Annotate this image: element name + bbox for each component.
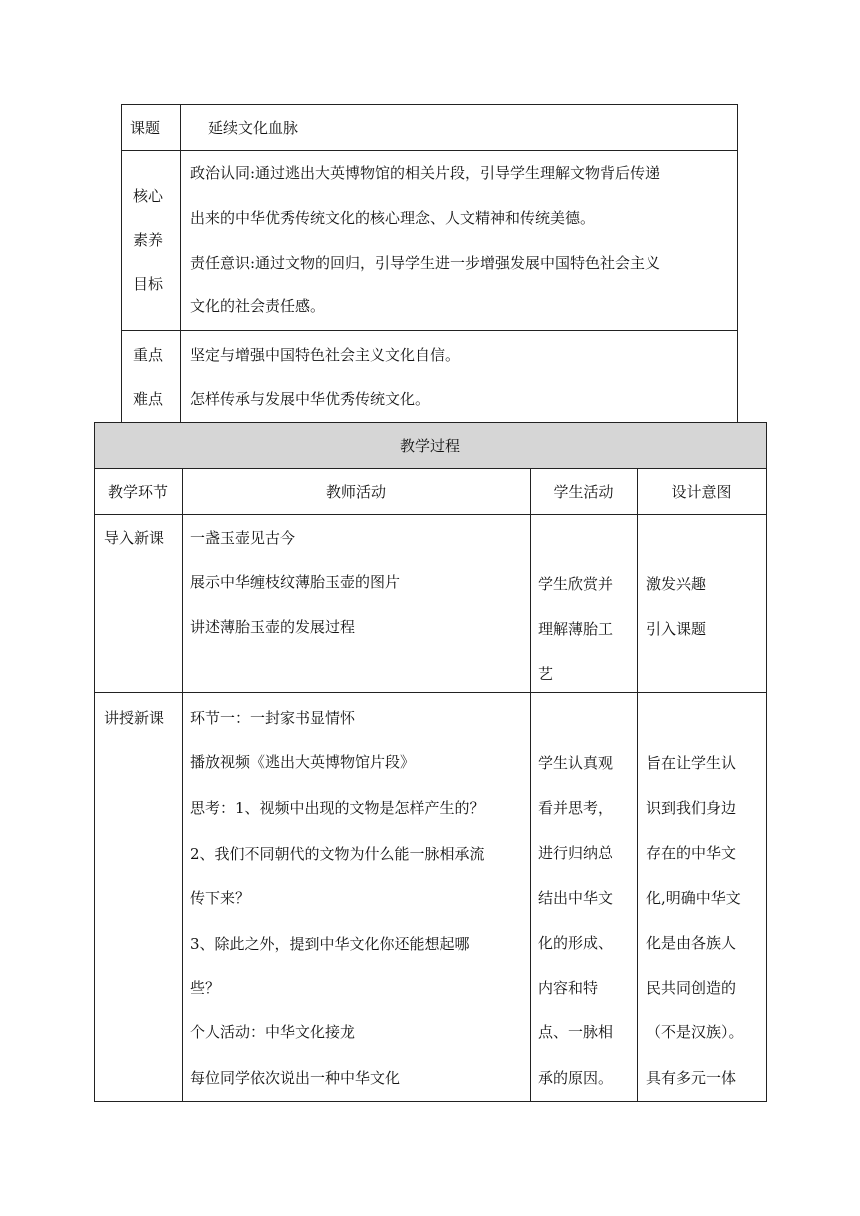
intent-line: 民共同创造的 <box>646 979 737 997</box>
teacher-line: 3、除此之外，提到中华文化你还能想起哪 <box>190 935 470 953</box>
student-line: 学生欣赏并 <box>538 575 614 593</box>
intent-line: 化,明确中华文 <box>646 889 741 907</box>
key-label-1: 重点 <box>133 346 164 364</box>
column-header-student: 学生活动 <box>553 483 614 501</box>
stage-cell: 导入新课 <box>104 529 165 547</box>
teacher-line: 2、我们不同朝代的文物为什么能一脉相承流 <box>190 845 485 863</box>
teacher-line: 播放视频《逃出大英博物馆片段》 <box>190 753 416 771</box>
key-line: 坚定与增强中国特色社会主义文化自信。 <box>190 346 461 364</box>
student-line: 结出中华文 <box>538 889 614 907</box>
intent-line: （不是汉族）。 <box>646 1023 744 1041</box>
column-header-teacher: 教师活动 <box>325 483 386 501</box>
process-title: 教学过程 <box>399 437 460 455</box>
teacher-line: 环节一：一封家书显情怀 <box>190 709 356 727</box>
student-line: 理解薄胎工 <box>538 620 614 638</box>
topic-label: 课题 <box>130 119 161 137</box>
intent-line: 激发兴趣 <box>646 575 707 593</box>
teacher-line: 讲述薄胎玉壶的发展过程 <box>190 618 356 636</box>
intent-line: 化是由各族人 <box>646 934 737 952</box>
student-line: 承的原因。 <box>538 1069 614 1087</box>
key-line: 怎样传承与发展中华优秀传统文化。 <box>190 390 431 408</box>
intent-line: 识到我们身边 <box>646 799 737 817</box>
topic-value: 延续文化血脉 <box>208 119 299 137</box>
teacher-line: 每位同学依次说出一种中华文化 <box>190 1069 401 1087</box>
intent-line: 旨在让学生认 <box>646 754 737 772</box>
teacher-line: 思考：1、视频中出现的文物是怎样产生的？ <box>190 799 485 817</box>
student-line: 学生认真观 <box>538 754 614 772</box>
teacher-line: 些？ <box>190 979 221 997</box>
literacy-line: 责任意识:通过文物的回归，引导学生进一步增强发展中国特色社会主义 <box>190 254 661 272</box>
stage-cell: 讲授新课 <box>104 709 165 727</box>
key-label-2: 难点 <box>133 390 164 408</box>
teacher-line: 个人活动：中华文化接龙 <box>190 1023 356 1041</box>
student-line: 点、一脉相 <box>538 1023 614 1041</box>
student-line: 进行归纳总 <box>538 844 614 862</box>
column-header-stage: 教学环节 <box>107 483 168 501</box>
literacy-label-1: 核心 <box>133 187 164 205</box>
literacy-label-3: 目标 <box>133 275 164 293</box>
literacy-line: 出来的中华优秀传统文化的核心理念、人文精神和传统美德。 <box>190 209 596 227</box>
student-line: 艺 <box>538 665 554 683</box>
literacy-line: 文化的社会责任感。 <box>190 297 326 315</box>
student-line: 内容和特 <box>538 979 599 997</box>
teacher-line: 一盏玉壶见古今 <box>190 529 296 547</box>
literacy-line: 政治认同:通过逃出大英博物馆的相关片段，引导学生理解文物背后传递 <box>190 164 661 182</box>
teacher-line: 展示中华缠枝纹薄胎玉壶的图片 <box>190 573 401 591</box>
intent-line: 具有多元一体 <box>646 1069 737 1087</box>
column-header-intent: 设计意图 <box>671 483 732 501</box>
literacy-label-2: 素养 <box>133 231 164 249</box>
student-line: 化的形成、 <box>538 934 614 952</box>
student-line: 看并思考， <box>538 799 614 817</box>
intent-line: 引入课题 <box>646 620 707 638</box>
teacher-line: 传下来？ <box>190 889 251 907</box>
intent-line: 存在的中华文 <box>646 844 737 862</box>
